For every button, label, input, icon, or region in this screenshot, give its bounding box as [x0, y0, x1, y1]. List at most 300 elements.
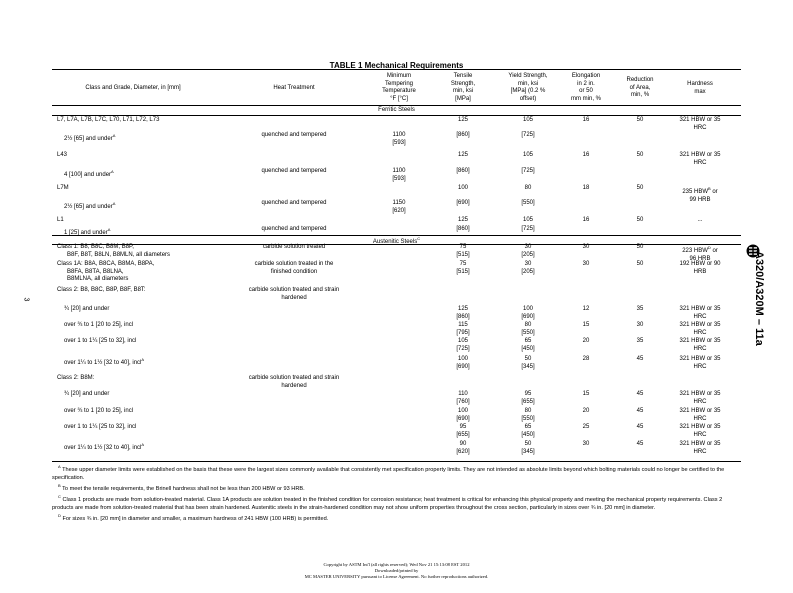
footnote-mark: A — [112, 133, 116, 138]
cell-line: B8F, B8T, B8LN, B8MLN, all diameters — [67, 251, 171, 258]
cell-line: [860] — [456, 132, 470, 138]
cell-line: 50 — [524, 441, 532, 447]
cell-elong — [560, 117, 612, 125]
cell-line: over ¾ to 1 [20 to 25], incl — [64, 322, 134, 328]
cell-line: HRB — [693, 268, 707, 275]
footnote-mark: A — [141, 442, 145, 447]
cell-line: 95 — [459, 424, 467, 430]
cell-yield — [496, 424, 560, 439]
header-line: Tensile — [453, 73, 473, 79]
cell-line: 50 — [636, 152, 644, 158]
cell-heat — [214, 244, 374, 252]
cell-line: ¾ [20] and under — [64, 306, 110, 312]
cell-red — [614, 391, 666, 399]
cell-line: carbide solution treated — [262, 244, 326, 250]
cell-line: 25 — [582, 424, 590, 430]
cell-tensile — [438, 117, 488, 125]
cell-line: [690] — [456, 200, 470, 206]
header-line: in 2 in. — [577, 80, 595, 87]
cell-heat — [214, 168, 374, 176]
cell-red — [614, 152, 666, 160]
cell-heat — [214, 200, 374, 208]
cell-cls — [64, 132, 224, 144]
cell-hard — [670, 338, 730, 353]
cell-hard — [670, 152, 730, 167]
cell-line: 45 — [636, 424, 644, 430]
cell-line: 12 — [582, 306, 590, 312]
cell-line: [345] — [521, 363, 535, 370]
header-line: mm min, % — [571, 95, 601, 102]
cell-line: 30 — [524, 244, 532, 250]
cell-yield — [496, 408, 560, 423]
cell-line: 321 HBW or 35 — [679, 338, 721, 344]
cell-line: finished condition — [270, 268, 318, 275]
cell-line: Class 2: B8M: — [57, 375, 95, 381]
cell-hard — [670, 391, 730, 406]
cell-line: 105 — [522, 117, 533, 123]
cell-line: 20 — [582, 338, 590, 344]
cell-tensile — [438, 408, 488, 423]
header-line: of Area, — [629, 84, 651, 91]
table-top-rule — [52, 69, 741, 70]
cell-line: carbide solution treated and strain — [248, 375, 340, 381]
header-line: Temperature — [382, 88, 416, 94]
cell-line: 2½ [65] and under$^A$ — [64, 133, 116, 142]
cell-line: 95 — [524, 391, 532, 397]
cell-heat — [214, 375, 374, 390]
footnote-mark: A — [107, 227, 111, 232]
cell-cls — [64, 322, 224, 330]
cell-line: Class 1: B8, B8C, B8M, B8P, — [57, 244, 134, 250]
copyright-line: MC MASTER UNIVERSITY pursuant to License Agreement. No further reproductions authorized. — [304, 574, 489, 579]
header-line: [MPa] — [455, 95, 471, 102]
cell-line: [550] — [521, 415, 535, 422]
cell-line: B8MLNA, all diameters — [67, 276, 129, 283]
cell-line: hardened — [281, 382, 307, 389]
footnote: $^C$ Class 1 products are made from solution-treated material. Class 1A products are solution treated in the finished condition for corrosion resistance; heat treatment is critical for enhancing this physical property and meeting the mechanical property requirements. Class 2 products are made from solution-treated material that has been strain hardened. Austenitic steels in the strain-hardened condition may not show uniform properties throughout the cross section, particularly in sizes over ¾ in. [20 mm] in diameter. — [52, 493, 723, 511]
cell-line: 100 — [522, 306, 533, 312]
cell-line: 100 — [457, 408, 468, 414]
cell-hard — [670, 261, 730, 276]
cell-line: L7, L7A, L7B, L7C, L70, L71, L72, L73 — [57, 117, 160, 123]
cell-line: 30 — [636, 322, 644, 328]
cell-tensile — [438, 244, 488, 259]
cell-hard — [670, 185, 730, 204]
cell-line: 321 HBW or 35 — [679, 117, 721, 123]
cell-line: 125 — [457, 217, 468, 223]
footnote-mark: D — [58, 512, 61, 518]
cell-line: over 1¼ to 1½ [32 to 40], incl$^A$ — [64, 442, 145, 451]
cell-yield — [496, 338, 560, 353]
cell-line: 321 HBW or 35 — [679, 152, 721, 158]
cell-elong — [560, 306, 612, 314]
cell-elong — [560, 408, 612, 416]
cell-line: [593] — [392, 175, 406, 182]
cell-elong — [560, 217, 612, 225]
section-ferritic-steels: Ferritic Steels — [378, 107, 415, 113]
cell-line: 65 — [524, 424, 532, 430]
cell-line: B8FA, B8TA, B8LNA, — [67, 268, 124, 275]
cell-yield — [496, 117, 560, 125]
cell-yield — [496, 185, 560, 193]
cell-yield — [496, 152, 560, 160]
cell-line: 45 — [636, 441, 644, 447]
cell-line: over ¾ to 1 [20 to 25], incl — [64, 408, 134, 414]
cell-yield — [496, 261, 560, 276]
cell-line: [690] — [521, 313, 535, 320]
cell-line: 321 HBW or 35 — [679, 424, 721, 430]
cell-line: 16 — [582, 217, 590, 223]
cell-line: [655] — [456, 431, 470, 438]
cell-line: 125 — [457, 306, 468, 312]
cell-line: [515] — [456, 251, 470, 258]
cell-tensile — [438, 391, 488, 406]
cell-line: 15 — [582, 322, 590, 328]
footnote-mark: A — [111, 169, 114, 174]
cell-red — [614, 185, 666, 193]
cell-line: L7M — [57, 185, 69, 191]
cell-line: 75 — [459, 244, 467, 250]
cell-line: 16 — [582, 117, 590, 123]
cell-line: HRC — [693, 415, 707, 422]
cell-heat — [214, 261, 374, 276]
cell-line: 90 — [459, 441, 467, 447]
cell-line: [620] — [392, 207, 406, 214]
cell-red — [614, 261, 666, 269]
cell-line: HRC — [693, 329, 707, 336]
header-line: min, ksi — [517, 80, 539, 87]
cell-line: 96 HRB — [689, 255, 711, 262]
cell-elong — [560, 322, 612, 330]
cell-red — [614, 441, 666, 449]
cell-red — [614, 306, 666, 314]
cell-line: 115 — [458, 322, 468, 328]
cell-heat — [214, 132, 374, 140]
footnotes — [52, 463, 742, 522]
cell-hard — [670, 322, 730, 337]
cell-yield — [496, 217, 560, 225]
cell-cls — [57, 287, 217, 295]
cell-hard — [670, 117, 730, 132]
header-tempering-temp — [374, 73, 424, 103]
cell-line: 35 — [636, 338, 644, 344]
cell-yield — [496, 306, 560, 321]
cell-line: carbide solution treated in the — [254, 261, 334, 267]
cell-tensile — [438, 424, 488, 439]
footnote-mark: A — [58, 464, 61, 469]
cell-tensile — [438, 356, 488, 371]
cell-line: quenched and tempered — [261, 168, 327, 174]
cell-line: 1100 — [392, 168, 406, 174]
cell-line: 1100 — [392, 132, 406, 138]
cell-line: [550] — [521, 329, 535, 336]
cell-tensile — [438, 185, 488, 193]
cell-elong — [560, 391, 612, 399]
cell-line: 110 — [458, 391, 468, 397]
cell-temp — [374, 132, 424, 147]
cell-tensile — [438, 132, 488, 140]
table-title: TABLE 1 Mechanical Requirements — [329, 61, 464, 70]
cell-line: [725] — [521, 132, 535, 138]
cell-cls — [64, 424, 224, 432]
cell-hard — [670, 441, 730, 456]
cell-line: hardened — [281, 294, 307, 301]
cell-cls — [57, 185, 217, 193]
cell-line: 35 — [636, 306, 644, 312]
cell-line: [593] — [392, 139, 406, 146]
cell-heat — [214, 287, 374, 302]
footnote-mark: D — [707, 245, 711, 250]
cell-line: HRC — [693, 448, 707, 455]
cell-tensile — [438, 441, 488, 456]
cell-line: quenched and tempered — [261, 226, 327, 232]
cell-cls — [64, 168, 224, 180]
header-line: Hardness — [687, 81, 713, 87]
cell-tensile — [438, 338, 488, 353]
header-elongation — [560, 73, 612, 103]
cell-line: 1150 — [392, 200, 406, 206]
cell-tensile — [438, 217, 488, 225]
cell-line: 1 [25] and under$^A$ — [64, 227, 111, 236]
cell-line: [550] — [521, 200, 535, 206]
cell-line: [620] — [456, 448, 470, 455]
cell-line: HRC — [693, 124, 707, 131]
cell-line: [205] — [521, 268, 535, 275]
cell-red — [614, 356, 666, 364]
cell-line: 18 — [582, 185, 590, 191]
cell-yield — [496, 441, 560, 456]
cell-yield — [496, 132, 560, 140]
cell-line: 50 — [636, 117, 644, 123]
header-line: Strength, — [450, 80, 476, 87]
header-bottom-rule — [52, 105, 741, 106]
cell-cls — [64, 408, 224, 416]
cell-yield — [496, 391, 560, 406]
cell-line: 15 — [582, 391, 590, 397]
page-number: 3 — [22, 297, 30, 302]
header-heat-treatment: Heat Treatment — [273, 85, 315, 91]
cell-line: 321 HBW or 35 — [679, 391, 721, 397]
cell-line: 2½ [65] and under$^A$ — [64, 201, 116, 210]
cell-line: [860] — [456, 313, 470, 320]
cell-line: 105 — [457, 338, 468, 344]
cell-line: HRC — [693, 345, 707, 352]
cell-tensile — [438, 306, 488, 321]
cell-line: 30 — [524, 261, 532, 267]
cell-elong — [560, 152, 612, 160]
cell-red — [614, 117, 666, 125]
cell-yield — [496, 226, 560, 234]
header-line: Elongation — [571, 73, 601, 79]
cell-line: HRC — [693, 159, 707, 166]
cell-elong — [560, 441, 612, 449]
cell-line: 235 $HBW^B$ or — [682, 186, 718, 195]
header-line: Tempering — [384, 80, 413, 87]
cell-line: [515] — [456, 268, 470, 275]
cell-red — [614, 217, 666, 225]
cell-line: 105 — [522, 217, 533, 223]
cell-line: 100 — [457, 356, 468, 362]
cell-yield — [496, 356, 560, 371]
cell-line: [345] — [521, 448, 535, 455]
cell-line: over 1 to 1¼ [25 to 32], incl — [64, 338, 137, 344]
cell-line: 20 — [582, 408, 590, 414]
cell-temp — [374, 168, 424, 183]
header-line: or 50 — [579, 88, 593, 94]
cell-line: 105 — [522, 152, 533, 158]
cell-line: [450] — [521, 345, 535, 352]
cell-line: HRC — [693, 398, 707, 405]
cell-line: 321 HBW or 35 — [679, 441, 721, 447]
cell-cls — [57, 261, 217, 284]
cell-line: 30 — [582, 441, 590, 447]
header-yield-strength — [496, 73, 560, 103]
cell-line: L1 — [57, 217, 64, 223]
cell-cls — [64, 391, 224, 399]
cell-line: 50 — [636, 217, 644, 223]
cell-line: [760] — [456, 398, 470, 405]
cell-red — [614, 244, 666, 252]
cell-line: [205] — [521, 251, 535, 258]
cell-line: HRC — [693, 431, 707, 438]
cell-line: [450] — [521, 431, 535, 438]
cell-tensile — [438, 322, 488, 337]
cell-tensile — [438, 152, 488, 160]
cell-cls — [64, 226, 224, 238]
header-line: °F [°C] — [390, 95, 408, 102]
cell-line: 125 — [457, 117, 468, 123]
cell-hard — [670, 424, 730, 439]
document-designation: A320/A320M – 11a — [753, 251, 765, 346]
header-reduction-of-area — [614, 77, 666, 100]
cell-line: L43 — [57, 152, 68, 158]
cell-line: 50 — [524, 356, 532, 362]
cell-cls — [57, 244, 217, 259]
cell-line: 125 — [457, 152, 468, 158]
cell-elong — [560, 244, 612, 252]
cell-yield — [496, 168, 560, 176]
cell-elong — [560, 424, 612, 432]
cell-line: Class 2: B8, B8C, B8P, B8F, B8T: — [57, 287, 146, 293]
cell-cls — [64, 338, 224, 346]
header-line: [MPa] (0.2 % — [510, 88, 546, 94]
header-line: min, % — [630, 92, 650, 98]
cell-line: quenched and tempered — [261, 132, 327, 138]
cell-cls — [57, 152, 217, 160]
cell-line: 192 HBW or 90 — [679, 261, 721, 267]
cell-line: 16 — [582, 152, 590, 158]
cell-line: 80 — [524, 322, 532, 328]
header-line: max — [694, 88, 706, 95]
cell-red — [614, 424, 666, 432]
cell-line: 99 HRB — [689, 196, 711, 203]
cell-line: 80 — [524, 185, 532, 191]
cell-line: [725] — [521, 226, 535, 232]
cell-heat — [214, 226, 374, 234]
cell-line: 30 — [582, 261, 590, 267]
cell-red — [614, 338, 666, 346]
cell-line: [860] — [456, 226, 470, 232]
cell-line: 321 HBW or 35 — [679, 408, 721, 414]
ferritic-rule — [52, 115, 741, 116]
cell-line: 50 — [636, 244, 644, 250]
cell-yield — [496, 322, 560, 337]
cell-tensile — [438, 200, 488, 208]
cell-line: HRC — [693, 313, 707, 320]
cell-line: 100 — [457, 185, 468, 191]
cell-line: [690] — [456, 415, 470, 422]
cell-line: ¾ [20] and under — [64, 391, 110, 397]
cell-line: 80 — [524, 408, 532, 414]
cell-hard — [670, 408, 730, 423]
cell-elong — [560, 338, 612, 346]
cell-line: carbide solution treated and strain — [248, 287, 340, 293]
cell-cls — [64, 441, 224, 453]
cell-line: 65 — [524, 338, 532, 344]
header-line: Minimum — [386, 73, 412, 79]
cell-line: [795] — [456, 329, 470, 336]
cell-line: over 1¼ to 1½ [32 to 40], incl$^A$ — [64, 357, 145, 366]
cell-elong — [560, 261, 612, 269]
cell-yield — [496, 244, 560, 259]
cell-cls — [57, 217, 217, 225]
cell-line: HRC — [693, 363, 707, 370]
footnote: $^B$ To meet the tensile requirements, the Brinell hardness shall not be less than 200 HBW or 93 HRB. — [58, 482, 305, 492]
footnote: $^D$ For sizes ¾ in. [20 mm] in diameter and smaller, a maximum hardness of 241 HBW (100 HRB) is permitted. — [58, 512, 329, 522]
cell-cls — [57, 375, 217, 383]
cell-line: ... — [697, 217, 703, 223]
cell-cls — [57, 117, 217, 125]
cell-red — [614, 322, 666, 330]
cell-cls — [64, 306, 224, 314]
cell-hard — [670, 356, 730, 371]
header-class-grade: Class and Grade, Diameter, in [mm] — [85, 85, 181, 91]
cell-line: 28 — [582, 356, 590, 362]
copyright-notice — [0, 562, 793, 580]
cell-line: 321 HBW or 35 — [679, 306, 721, 312]
cell-yield — [496, 200, 560, 208]
cell-line: 50 — [636, 185, 644, 191]
cell-line: 50 — [636, 261, 644, 267]
footnote: $^A$ These upper diameter limits were established on the basis that these were the largest sizes commonly available that consistently met specification property limits. They are not intended as absolute limits beyond which bolting materials could no longer be certified to the specification. — [52, 464, 725, 481]
cell-hard — [670, 306, 730, 321]
cell-line: Class 1A: B8A, B8CA, B8MA, B8PA, — [57, 261, 155, 267]
header-line: Reduction — [626, 77, 654, 83]
footnote-mark: A — [141, 357, 145, 362]
footnote-mark: B — [708, 186, 711, 191]
header-hardness — [670, 81, 730, 96]
footnote-mark: B — [58, 482, 61, 488]
footnote-mark: A — [112, 201, 116, 206]
cell-elong — [560, 185, 612, 193]
cell-line: 45 — [636, 356, 644, 362]
cell-line: [725] — [521, 168, 535, 174]
header-tensile-strength — [438, 73, 488, 103]
cell-tensile — [438, 226, 488, 234]
cell-line: 321 HBW or 35 — [679, 322, 721, 328]
header-line: Yield Strength, — [508, 73, 548, 79]
copyright-line: Downloaded/printed by — [374, 568, 419, 573]
cell-line: 30 — [582, 244, 590, 250]
footnote-mark: C — [58, 493, 61, 499]
cell-elong — [560, 356, 612, 364]
cell-line: 45 — [636, 408, 644, 414]
cell-line: [690] — [456, 363, 470, 370]
cell-line: 4 [100] and under$^A$ — [64, 169, 114, 178]
cell-line: 75 — [459, 261, 467, 267]
header-line: min, ksi — [452, 88, 474, 94]
cell-line: 321 HBW or 35 — [679, 356, 721, 362]
